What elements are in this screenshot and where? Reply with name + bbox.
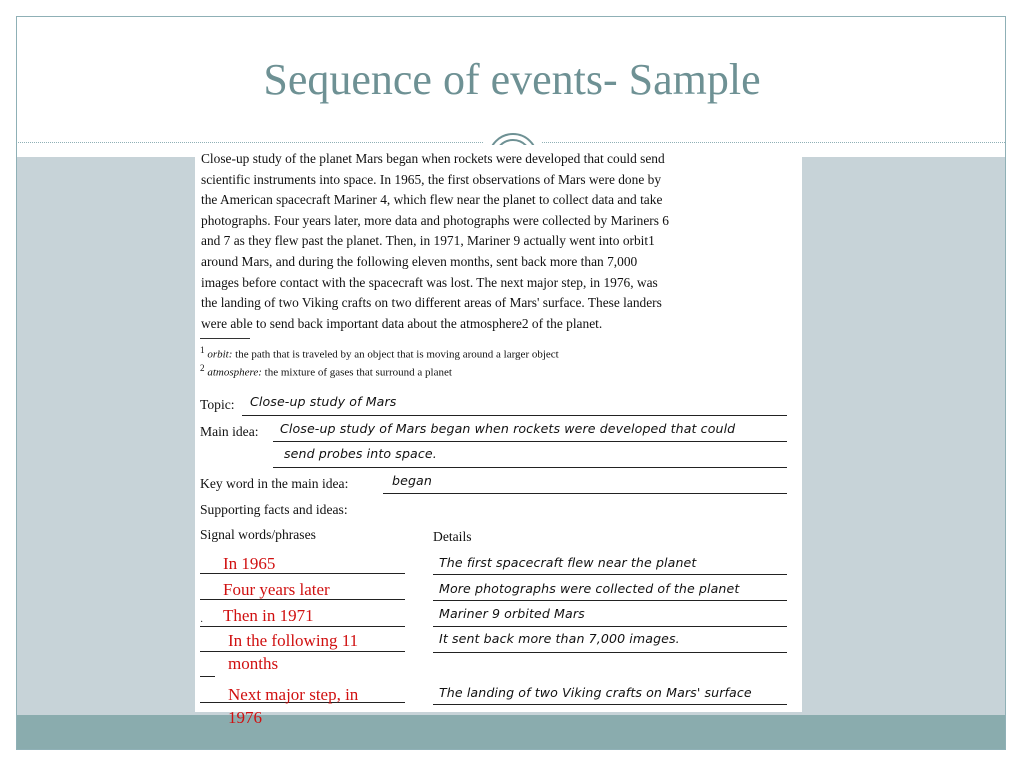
signal-word: Then in 1971 [223,606,314,625]
passage-line: the American spacecraft Mariner 4, which flew near the planet to collect data and take [201,192,663,208]
details-header: Details [433,529,472,544]
key-word-label: Key word in the main idea: [200,476,349,491]
passage-line: scientific instruments into space. In 1965, the first observations of Mars were done by [201,171,662,187]
main-idea-label: Main idea: [200,424,259,439]
footer-band [17,715,1005,749]
passage-line: around Mars, and during the following eleven months, sent back more than 7,000 [201,253,638,269]
answer-line [433,704,787,705]
footnote: $^2$ atmosphere: the mixture of gases that surround a planet [200,362,452,379]
detail-text: More photographs were collected of the planet [439,581,740,596]
passage-line: photographs. Four years later, more data and photographs were collected by Mariners 6 [201,212,669,228]
passage-line: Close-up study of the planet Mars began when rockets were developed that could send [201,151,665,166]
main-idea-value-continued: send probes into space. [284,446,437,461]
answer-line [273,467,787,468]
signal-word: In 1965 [223,554,276,573]
answer-line [200,676,215,677]
answer-line [433,626,787,627]
answer-line [273,441,787,442]
passage-line: the landing of two Viking crafts on two different areas of Mars' surface. These landers [201,295,662,311]
passage-line: images before contact with the spacecraft was lost. The next major step, in 1976, was [201,274,658,290]
answer-line [383,493,787,494]
detail-text: Mariner 9 orbited Mars [439,606,585,621]
footnote-rule [200,338,250,339]
topic-label: Topic: [200,397,235,412]
supporting-label: Supporting facts and ideas: [200,502,348,517]
answer-line [433,574,787,575]
passage-line: were able to send back important data about the atmosphere2 of the planet. [201,315,603,331]
signal-header: Signal words/phrases [200,527,316,542]
key-word-value: began [392,473,432,488]
main-idea-value: Close-up study of Mars began when rockets were developed that could [280,421,736,436]
topic-value: Close-up study of Mars [250,394,397,409]
detail-text: The first spacecraft flew near the planet [439,555,697,570]
passage-line: and 7 as they flew past the planet. Then, in 1971, Mariner 9 actually went into orbit1 [201,233,655,249]
line-marker: · [200,617,204,628]
detail-text: The landing of two Viking crafts on Mars' surface [439,685,752,700]
answer-line [433,600,787,601]
signal-word: In the following 11 months [228,631,359,673]
answer-line [433,652,787,653]
footnotes [200,344,790,379]
detail-text: It sent back more than 7,000 images. [439,631,680,646]
answer-line [242,415,787,416]
footnote: $^1$ orbit: the path that is traveled by an object that is moving around a larger object [200,345,559,361]
passage-text [201,149,791,334]
signal-word: Next major step, in 1976 [228,685,359,727]
signal-word: Four years later [223,580,330,599]
slide-title: Sequence of events- Sample [263,55,761,104]
